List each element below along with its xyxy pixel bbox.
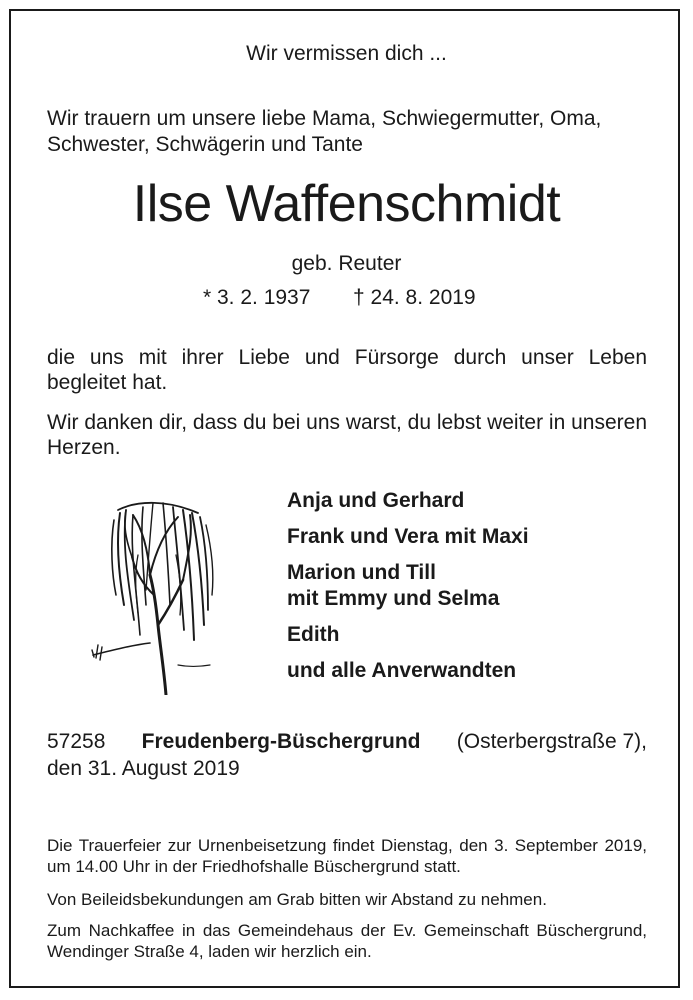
- family-entry: Marion und Till: [287, 561, 436, 584]
- street: (Osterbergstraße 7),: [456, 730, 647, 753]
- intro-line: Wir vermissen dich ...: [246, 42, 447, 65]
- weeping-willow-icon: [88, 495, 228, 695]
- coffee-notice: Zum Nachkaffee in das Gemeindehaus der Ev. Gemeinschaft Büschergrund, Wendinger Straße 4, laden wir herzlich ein.: [47, 921, 647, 961]
- family-entry: Frank und Vera mit Maxi: [287, 525, 529, 548]
- death-date: † 24. 8. 2019: [353, 286, 476, 309]
- condolences-notice: Von Beileidsbekundungen am Grab bitten wir Abstand zu nehmen.: [47, 890, 547, 909]
- deceased-name: Ilse Waffenschmidt: [132, 175, 561, 233]
- funeral-notice: Die Trauerfeier zur Urnenbeisetzung findet Dienstag, den 3. September 2019, um 14.00 Uhr in der Friedhofshalle Büschergrund statt.: [47, 836, 647, 876]
- mourning-line-1: Wir trauern um unsere liebe Mama, Schwiegermutter, Oma,: [47, 107, 602, 130]
- family-entry: Anja und Gerhard: [287, 489, 465, 512]
- notice-date: den 31. August 2019: [47, 757, 240, 780]
- family-entry: Edith: [287, 623, 340, 646]
- mourning-paragraph: [47, 106, 647, 158]
- birth-date: * 3. 2. 1937: [203, 286, 311, 309]
- thanks-paragraph: Wir danken dir, dass du bei uns warst, du lebst weiter in unseren Herzen.: [47, 411, 647, 459]
- birth-name: geb. Reuter: [291, 252, 402, 275]
- mourning-line-2: Schwester, Schwägerin und Tante: [47, 133, 363, 156]
- family-entry: mit Emmy und Selma: [287, 587, 500, 610]
- place-and-date: [47, 728, 647, 782]
- family-list: [287, 488, 529, 694]
- love-paragraph: die uns mit ihrer Liebe und Fürsorge durch unser Leben begleitet hat.: [47, 346, 647, 394]
- city: Freudenberg-Büschergrund: [141, 730, 421, 753]
- family-entry: und alle Anverwandten: [287, 659, 517, 682]
- zip-code: 57258: [47, 730, 106, 753]
